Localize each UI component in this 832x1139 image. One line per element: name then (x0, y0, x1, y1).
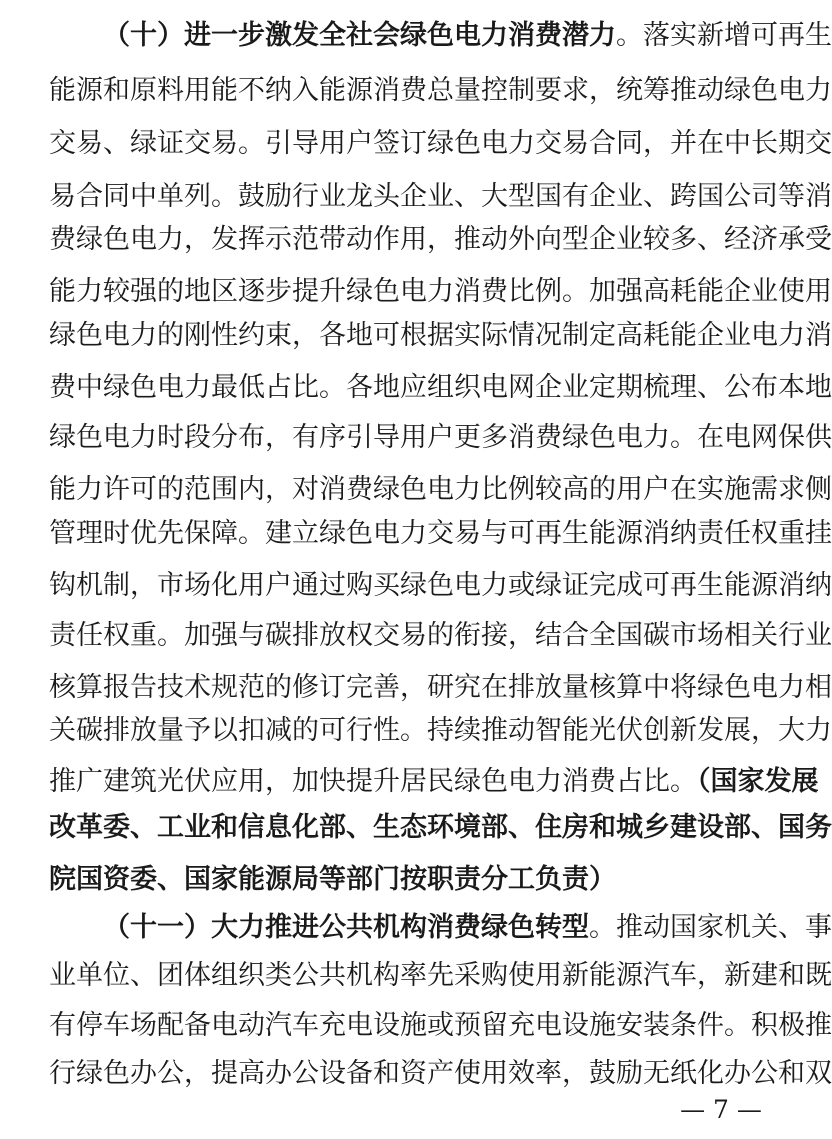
section-heading: （十一）大力推进公共机构消费绿色转型 (103, 912, 589, 943)
text-run: 改革委、工业和信息化部、生态环境部、住房和城乡建设部、国务 (49, 812, 832, 843)
text-line (49, 1054, 832, 1094)
text-line (49, 668, 832, 708)
text-line (49, 956, 832, 996)
text-run: 。落实新增可再生 (616, 20, 832, 51)
text-run: 交易、绿证交易。引导用户签订绿色电力交易合同，并在中长期交 (49, 128, 832, 159)
text-run: 钩机制，市场化用户通过购买绿色电力或绿证完成可再生能源消纳 (49, 570, 832, 601)
text-line (49, 177, 832, 217)
text-run: 费中绿色电力最低占比。各地应组织电网企业定期梳理、公布本地 (49, 372, 832, 403)
text-run: 能力较强的地区逐步提升绿色电力消费比例。加强高耗能企业使用 (49, 276, 832, 307)
text-line (49, 316, 832, 356)
text-run: 业单位、团体组织类公共机构率先采购使用新能源汽车，新建和既 (49, 960, 832, 991)
text-run: 能源和原料用能不纳入能源消费总量控制要求，统筹推动绿色电力 (49, 75, 832, 106)
text-line (49, 616, 832, 656)
text-run: 能力许可的范围内，对消费绿色电力比例较高的用户在实施需求侧 (49, 474, 832, 505)
responsible-departments-line (49, 860, 768, 900)
text-line (49, 220, 832, 260)
text-line (49, 566, 832, 606)
text-run: 院国资委、国家能源局等部门按职责分工负责） (49, 864, 616, 895)
text-run: 关碳排放量予以扣减的可行性。持续推动智能光伏创新发展，大力 (49, 715, 832, 746)
text-line (49, 124, 832, 164)
text-line (49, 711, 832, 751)
text-run: 管理时优先保障。建立绿色电力交易与可再生能源消纳责任权重挂 (49, 518, 832, 549)
text-line (49, 514, 832, 554)
text-line (103, 16, 832, 56)
text-run: 费绿色电力，发挥示范带动作用，推动外向型企业较多、经济承受 (49, 224, 832, 255)
text-line (49, 762, 819, 802)
responsible-departments-start: （国家发展 (697, 766, 819, 797)
text-line (49, 368, 832, 408)
responsible-departments-line (49, 808, 832, 848)
page-number: — 7 — (680, 1095, 762, 1124)
text-run: 核算报告技术规范的修订完善，研究在排放量核算中将绿色电力相 (49, 672, 832, 703)
text-line (49, 418, 832, 458)
text-run: 有停车场配备电动汽车充电设施或预留充电设施安装条件。积极推 (49, 1010, 832, 1041)
text-run: 。推动国家机关、事 (589, 912, 832, 943)
text-run: 绿色电力时段分布，有序引导用户更多消费绿色电力。在电网保供 (49, 422, 832, 453)
text-line (49, 71, 832, 111)
text-line (103, 908, 832, 948)
section-heading: （十）进一步激发全社会绿色电力消费潜力 (103, 20, 616, 51)
text-run: 行绿色办公，提高办公设备和资产使用效率，鼓励无纸化办公和双 (49, 1058, 832, 1089)
text-run: 责任权重。加强与碳排放权交易的衔接，结合全国碳市场相关行业 (49, 620, 832, 651)
text-line (49, 1006, 832, 1046)
text-line (49, 272, 832, 312)
text-run: 易合同中单列。鼓励行业龙头企业、大型国有企业、跨国公司等消 (49, 181, 832, 212)
text-run: 绿色电力的刚性约束，各地可根据实际情况制定高耗能企业电力消 (49, 320, 832, 351)
text-line (49, 470, 832, 510)
text-run: 推广建筑光伏应用，加快提升居民绿色电力消费占比。 (49, 766, 697, 797)
